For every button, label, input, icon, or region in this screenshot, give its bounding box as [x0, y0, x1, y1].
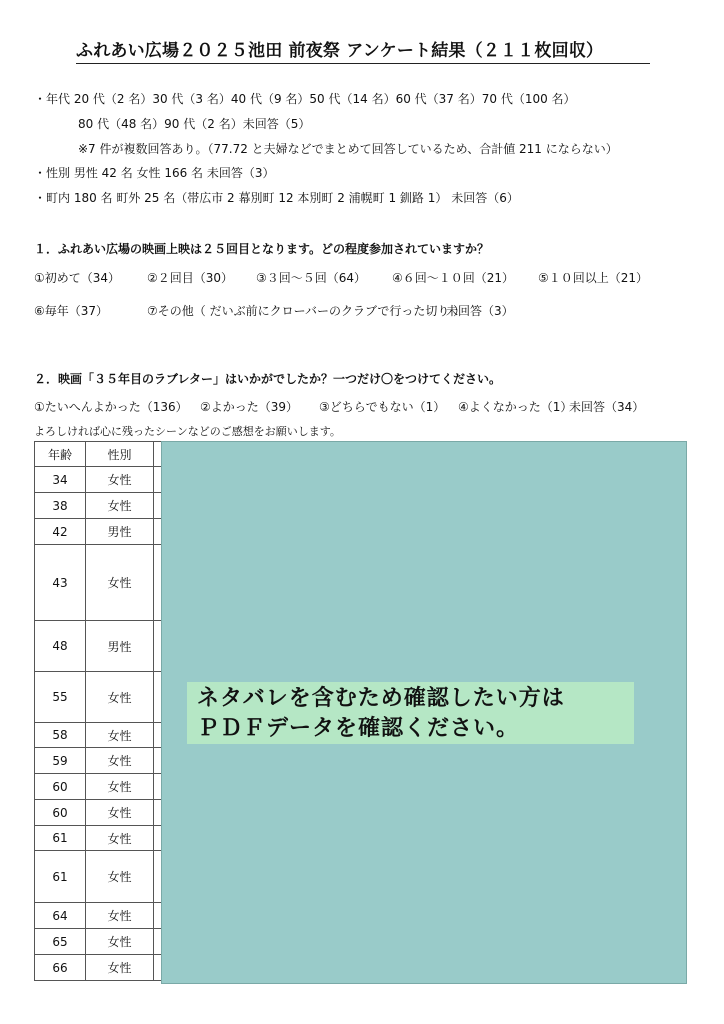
age-cell: 61 [35, 851, 86, 903]
sex-cell: 女性 [86, 545, 154, 621]
age-cell: 61 [35, 826, 86, 851]
q1-option: ⑤１０回以上（21） [538, 271, 649, 285]
q1-option: ⑥毎年（37） [34, 304, 109, 318]
notice-line-2: ＰＤＦデータを確認ください。 [197, 716, 520, 741]
q1-option: ②２回目（30） [147, 271, 234, 285]
q2-option: ④よくなかった（1） [458, 400, 573, 414]
age-cell: 34 [35, 467, 86, 493]
sex-cell: 女性 [86, 467, 154, 493]
age-cell: 59 [35, 748, 86, 774]
sex-cell: 女性 [86, 851, 154, 903]
age-cell: 66 [35, 955, 86, 981]
q2-option: ③どちらでもない（1） [319, 400, 446, 414]
age-cell: 38 [35, 493, 86, 519]
sex-cell: 男性 [86, 621, 154, 672]
sex-cell: 女性 [86, 826, 154, 851]
note-line: ※7 件が複数回答あり。（77.72 と夫婦などでまとめて回答しているため、合計値 211 にならない） [78, 142, 618, 156]
q1-options-row1 [34, 269, 684, 285]
age-cell: 60 [35, 800, 86, 826]
header-sex: 性別 [86, 442, 154, 467]
sex-cell: 女性 [86, 903, 154, 929]
age-cell: 42 [35, 519, 86, 545]
q2-option: ②よかった（39） [200, 400, 299, 414]
sex-cell: 女性 [86, 672, 154, 723]
comments-prompt: よろしければ心に残ったシーンなどのご感想をお願いします。 [34, 425, 341, 438]
notice-line-1: ネタバレを含むため確認したい方は [197, 686, 565, 711]
sex-cell: 女性 [86, 493, 154, 519]
sex-cell: 女性 [86, 748, 154, 774]
age-cell: 43 [35, 545, 86, 621]
age-cell: 55 [35, 672, 86, 723]
header-age: 年齢 [35, 442, 86, 467]
q1-option: ①初めて（34） [34, 271, 121, 285]
sex-cell: 男性 [86, 519, 154, 545]
sex-cell: 女性 [86, 929, 154, 955]
q2-options [34, 398, 684, 414]
q1-option: ③３回～５回（64） [256, 271, 367, 285]
q1-option: 未回答（3） [446, 304, 514, 318]
q2-option: ①たいへんよかった（136） [34, 400, 188, 414]
q1-option: ⑦その他（ だいぶ前にクローバーのクラブで行った切り ） [147, 304, 466, 318]
age-cell: 65 [35, 929, 86, 955]
page-title: ふれあい広場２０２５池田 前夜祭 アンケート結果（２１１枚回収） [76, 36, 650, 64]
age-cell: 48 [35, 621, 86, 672]
sex-cell: 女性 [86, 774, 154, 800]
question-1: １．ふれあい広場の映画上映は２５回目となります。どの程度参加されていますか？ [34, 242, 490, 256]
q1-options-row2 [34, 302, 684, 318]
sex-cell: 女性 [86, 723, 154, 748]
sex-cell: 女性 [86, 955, 154, 981]
age-cell: 60 [35, 774, 86, 800]
town-line: ・町内 180 名 町外 25 名（帯広市 2 幕別町 12 本別町 2 浦幌町 1 釧路 1） 未回答（6） [34, 191, 519, 205]
age-line-2: 80 代（48 名）90 代（2 名）未回答（5） [78, 117, 311, 131]
age-cell: 64 [35, 903, 86, 929]
sex-cell: 女性 [86, 800, 154, 826]
gender-line: ・性別 男性 42 名 女性 166 名 未回答（3） [34, 166, 275, 180]
age-line-1: ・年代 20 代（2 名）30 代（3 名）40 代（9 名）50 代（14 名）60 代（37 名）70 代（100 名） [34, 92, 576, 106]
question-2: ２．映画「３５年目のラブレター」はいかがでしたか？一つだけ〇をつけてください。 [34, 372, 502, 386]
spoiler-notice [187, 682, 634, 744]
q1-option: ④６回～１０回（21） [392, 271, 515, 285]
q2-option: 未回答（34） [569, 400, 645, 414]
age-cell: 58 [35, 723, 86, 748]
